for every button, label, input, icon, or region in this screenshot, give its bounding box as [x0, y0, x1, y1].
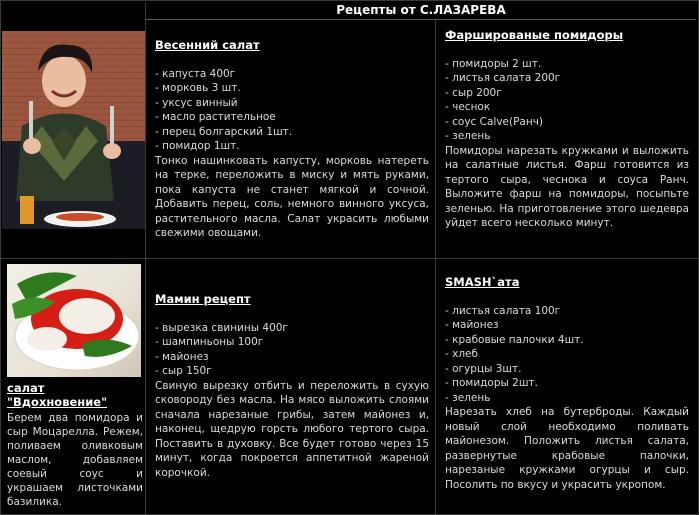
- page-title: Рецепты от С.ЛАЗАРЕВА: [146, 2, 696, 20]
- recipe-smashata: [445, 275, 689, 492]
- ingredient: - зелень: [445, 130, 491, 142]
- ingredient-list: [155, 321, 429, 379]
- ingredient: - хлеб: [445, 348, 478, 360]
- ingredient: - шампиньоны 100г: [155, 336, 264, 348]
- recipe-title: SMASH`ата: [445, 275, 520, 289]
- recipe-instructions: Нарезать хлеб на бутерброды. Каждый новый слой необходимо поливать майонезом. Положить листья салата, развернутые крабовые палочки, нарезаные кружками огурцы и сыр. Посолить по вкусу и украсить укропом.: [445, 406, 689, 491]
- ingredient: - зелень: [445, 391, 491, 404]
- ingredient: - майонез: [445, 319, 499, 331]
- recipe-instructions: Свиную вырезку отбить и переложить в сухую сковороду без масла. На мясо выложить слоями сначала нарезаные грибы, затем майонез и, наконец, щедрую горсть любого тертого сыра. Поставить в духовку. Все будет готово через 15 минут, когда покроется аппетитной жареной корочкой.: [155, 379, 429, 479]
- ingredient: - масло растительное: [155, 111, 276, 123]
- recipe-title-line1: салат: [7, 381, 45, 395]
- ingredient-list: [445, 304, 689, 406]
- ingredient: - сыр 150г: [155, 365, 212, 377]
- ingredient: - сыр 200г: [445, 86, 502, 99]
- ingredient: - чеснок: [445, 101, 491, 113]
- ingredient: - перец болгарский 1шт.: [155, 125, 293, 138]
- recipe-instructions: Берем два помидора и сыр Моцарелла. Режем, поливаем оливковым маслом, добавляем соевый соус и украшаем листочками базилика.: [7, 412, 143, 508]
- ingredient: - листья салата 100г: [445, 304, 561, 317]
- recipe-title: Фаршированые помидоры: [445, 28, 624, 42]
- recipe-spring-salad: [155, 38, 429, 241]
- ingredient: - соус Calve(Ранч): [445, 115, 544, 128]
- ingredient: - крабовые палочки 4шт.: [445, 333, 584, 346]
- ingredient: - майонез: [155, 350, 209, 363]
- recipe-title-line2: "Вдохновение": [7, 395, 108, 409]
- ingredient-list: [155, 67, 429, 154]
- ingredient: - огурцы 3шт.: [445, 362, 522, 375]
- recipe-title: Мамин рецепт: [155, 292, 251, 306]
- ingredient: - листья салата 200г: [445, 72, 561, 84]
- divider-middle: [435, 19, 436, 515]
- ingredient: - помидоры 2шт.: [445, 377, 538, 389]
- recipe-instructions: Помидоры нарезать кружками и выложить на салатные листья. Фарш готовится из тертого сыра, чеснока и соуса Ранч. Выложите фарш на помидоры, посыпьте зеленью. На приготовление этого шедевра уйдет всего несколько минут.: [445, 144, 689, 229]
- ingredient: - капуста 400г: [155, 67, 236, 80]
- divider-row: [0, 258, 699, 259]
- caprese-photo: [7, 264, 141, 377]
- recipe-inspiration-salad: [7, 381, 143, 509]
- ingredient-list: [445, 57, 689, 144]
- ingredient: - помидоры 2 шт.: [445, 57, 542, 70]
- recipe-instructions: Тонко нашинковать капусту, морковь натереть на терке, переложить в миску и мять руками, пока капуста не станет мягкой и сочной. Добавить перец, соль, немного винного уксуса, растительного масла. Салат украсить любыми свежими овощами.: [155, 154, 429, 239]
- ingredient: - помидор 1шт.: [155, 140, 240, 152]
- recipe-title: Весенний салат: [155, 38, 260, 52]
- recipe-moms: [155, 292, 429, 480]
- ingredient: - вырезка свинины 400г: [155, 321, 288, 334]
- chef-photo: [2, 31, 145, 229]
- recipe-stuffed-tomatoes: [445, 28, 689, 231]
- ingredient: - морковь 3 шт.: [155, 82, 241, 94]
- ingredient: - уксус винный: [155, 96, 238, 109]
